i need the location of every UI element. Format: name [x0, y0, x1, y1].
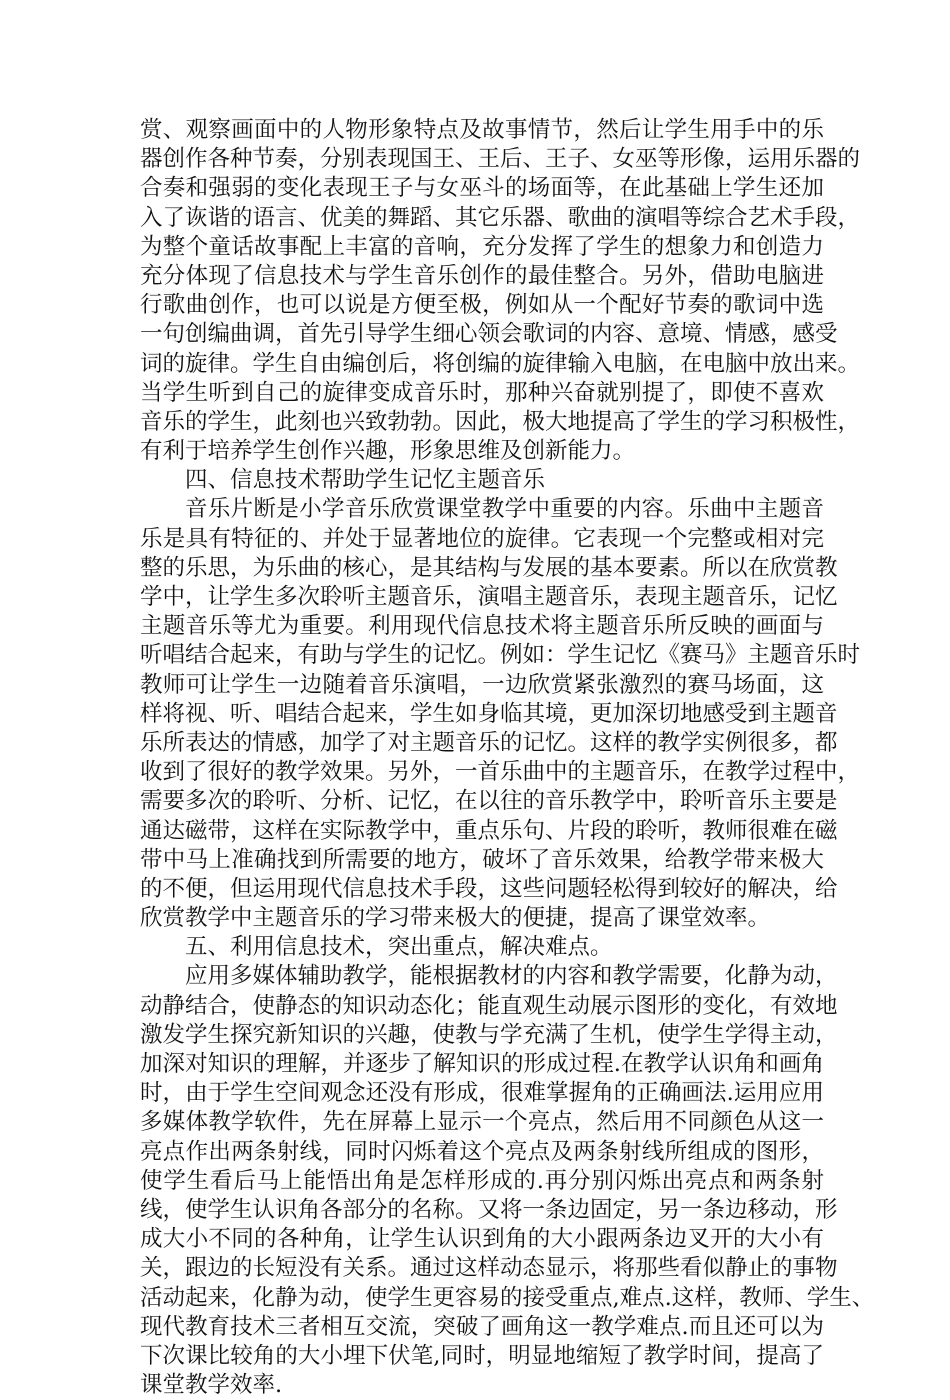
text-line: 通达磁带，这样在实际教学中，重点乐句、片段的聆听，教师很难在磁 — [140, 817, 838, 844]
paragraph-3 — [140, 962, 875, 1400]
text-line: 加深对知识的理解，并逐步了解知识的形成过程.在教学认识角和画角 — [140, 1051, 824, 1077]
text-line: 有利于培养学生创作兴趣，形象思维及创新能力。 — [140, 438, 636, 465]
text-line: 带中马上准确找到所需要的地方，破坏了音乐效果，给教学带来极大 — [140, 846, 824, 873]
text-line: 关，跟边的长短没有关系。通过这样动态显示，将那些看似静止的事物 — [140, 1255, 838, 1282]
text-line: 学中，让学生多次聆听主题音乐，演唱主题音乐，表现主题音乐，记忆 — [140, 584, 838, 610]
text-line: 欣赏教学中主题音乐的学习带来极大的便捷，提高了课堂效率。 — [140, 905, 771, 932]
text-line: 动静结合，使静态的知识动态化；能直观生动展示图形的变化，有效地 — [140, 992, 838, 1019]
text-line: 为整个童话故事配上丰富的音响，充分发挥了学生的想象力和创造力 — [140, 233, 824, 260]
text-line: 活动起来，化静为动，使学生更容易的接受重点,难点.这样，教师、学生、 — [140, 1284, 875, 1311]
text-line: 一句创编曲调，首先引导学生细心领会歌词的内容、意境、情感，感受 — [140, 321, 838, 348]
text-line: 课堂教学效率. — [140, 1372, 283, 1399]
text-line: 下次课比较角的大小埋下伏笔,同时，明显地缩短了教学时间，提高了 — [140, 1342, 824, 1369]
text-line: 入了诙谐的语言、优美的舞蹈、其它乐器、歌曲的演唱等综合艺术手段， — [140, 204, 861, 231]
section-heading-5: 五、利用信息技术，突出重点，解决难点。 — [185, 934, 613, 961]
text-line: 整的乐思，为乐曲的核心，是其结构与发展的基本要素。所以在欣赏教 — [140, 554, 838, 581]
text-line: 教师可让学生一边随着音乐演唱，一边欣赏紧张激烈的赛马场面，这 — [140, 671, 824, 698]
text-line: 亮点作出两条射线，同时闪烁着这个亮点及两条射线所组成的图形， — [140, 1138, 824, 1165]
text-line: 当学生听到自己的旋律变成音乐时，那种兴奋就别提了，即使不喜欢 — [140, 379, 824, 406]
text-line: 听唱结合起来，有助与学生的记忆。例如：学生记忆《赛马》主题音乐时 — [140, 642, 861, 669]
text-line: 音乐的学生，此刻也兴致勃勃。因此，极大地提高了学生的学习积极性， — [140, 408, 861, 435]
text-line: 主题音乐等尤为重要。利用现代信息技术将主题音乐所反映的画面与 — [140, 613, 824, 640]
text-line: 样将视、听、唱结合起来，学生如身临其境，更加深切地感受到主题音 — [140, 700, 838, 727]
text-line: 成大小不同的各种角，让学生认识到角的大小跟两条边叉开的大小有 — [140, 1226, 824, 1253]
text-line: 赏、观察画面中的人物形象特点及故事情节，然后让学生用手中的乐 — [140, 117, 824, 143]
text-line: 充分体现了信息技术与学生音乐创作的最佳整合。另外，借助电脑进 — [140, 262, 824, 289]
text-line: 现代教育技术三者相互交流，突破了画角这一教学难点.而且还可以为 — [140, 1313, 824, 1340]
text-line: 乐是具有特征的、并处于显著地位的旋律。它表现一个完整或相对完 — [140, 525, 824, 552]
text-line: 器创作各种节奏，分别表现国王、王后、王子、女巫等形像，运用乐器的 — [140, 146, 861, 173]
text-line: 多媒体教学软件，先在屏幕上显示一个亮点，然后用不同颜色从这一 — [140, 1109, 824, 1136]
text-line: 的不便，但运用现代信息技术手段，这些问题轻松得到较好的解决，给 — [140, 875, 838, 902]
text-line: 乐所表达的情感，加学了对主题音乐的记忆。这样的教学实例很多，都 — [140, 729, 838, 756]
section-heading-4: 四、信息技术帮助学生记忆主题音乐 — [185, 467, 546, 494]
text-line: 线，使学生认识角各部分的名称。又将一条边固定，另一条边移动，形 — [140, 1196, 838, 1223]
text-line: 词的旋律。学生自由编创后，将创编的旋律输入电脑，在电脑中放出来。 — [140, 350, 861, 377]
text-line: 时，由于学生空间观念还没有形成，很难掌握角的正确画法.运用应用 — [140, 1080, 824, 1107]
text-line: 激发学生探究新知识的兴趣，使教与学充满了生机，使学生学得主动， — [140, 1021, 838, 1048]
text-line: 需要多次的聆听、分析、记忆，在以往的音乐教学中，聆听音乐主要是 — [140, 788, 838, 815]
text-line: 收到了很好的教学效果。另外，一首乐曲中的主题音乐，在教学过程中， — [140, 759, 861, 786]
paragraph-2 — [140, 495, 861, 933]
text-line: 音乐片断是小学音乐欣赏课堂教学中重要的内容。乐曲中主题音 — [185, 496, 824, 523]
paragraph-1 — [140, 116, 861, 466]
text-line: 使学生看后马上能悟出角是怎样形成的.再分别闪烁出亮点和两条射 — [140, 1167, 824, 1194]
text-line: 合奏和强弱的变化表现王子与女巫斗的场面等，在此基础上学生还加 — [140, 175, 824, 202]
document-body — [140, 116, 875, 1400]
text-line: 应用多媒体辅助教学，能根据教材的内容和教学需要，化静为动， — [185, 963, 838, 990]
text-line: 行歌曲创作，也可以说是方便至极，例如从一个配好节奏的歌词中选 — [140, 292, 824, 319]
